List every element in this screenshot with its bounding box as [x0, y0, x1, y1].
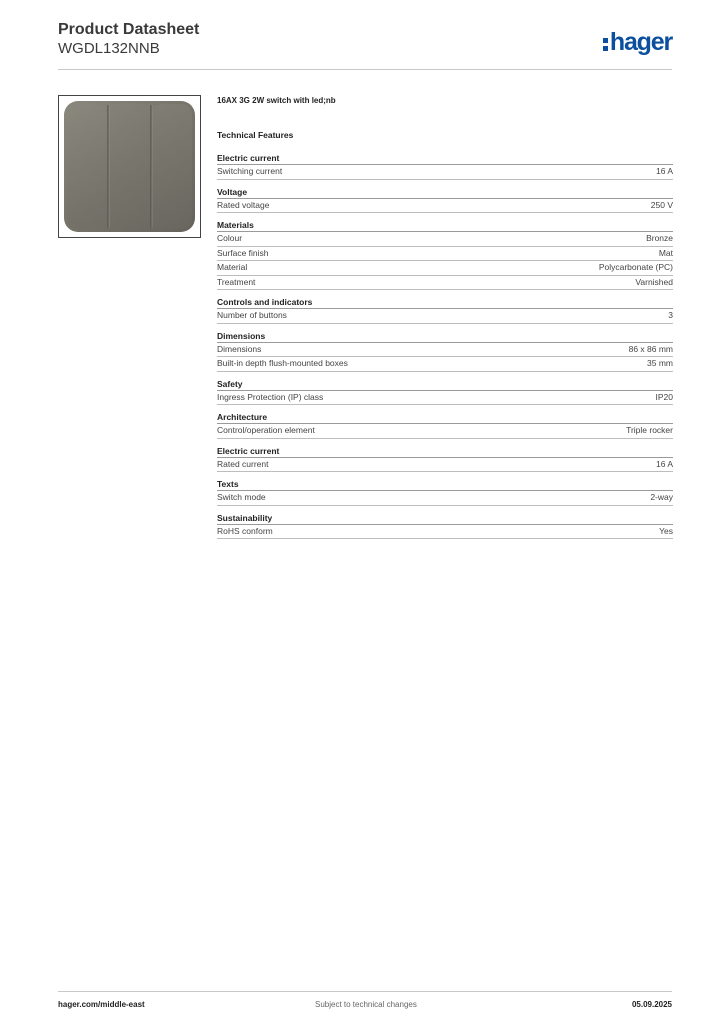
feature-row: [217, 165, 673, 180]
datasheet-content: [217, 96, 673, 546]
page-header: [58, 20, 672, 70]
feature-group: [217, 220, 673, 290]
feature-label: Rated voltage: [217, 199, 270, 210]
feature-group-title: Architecture: [217, 412, 673, 424]
feature-value: 3: [668, 310, 673, 320]
feature-label: Switch mode: [217, 492, 266, 502]
feature-group-title: Controls and indicators: [217, 297, 673, 309]
feature-value: 250 V: [650, 199, 673, 210]
product-image: [58, 95, 201, 238]
feature-group-title: Texts: [217, 479, 673, 491]
footer-website: hager.com/middle-east: [58, 1000, 145, 1009]
footer-notice: Subject to technical changes: [315, 1000, 417, 1009]
feature-group-title: Electric current: [217, 153, 673, 165]
page-footer: [58, 991, 672, 1015]
document-title: Product Datasheet: [58, 21, 200, 38]
feature-value: Triple rocker: [626, 425, 673, 435]
product-name: 16AX 3G 2W switch with led;nb: [217, 96, 336, 105]
feature-groups: [217, 153, 673, 539]
feature-row: [217, 391, 673, 406]
feature-group-title: Materials: [217, 220, 673, 232]
feature-label: Ingress Protection (IP) class: [217, 391, 324, 402]
feature-group: [217, 446, 673, 473]
feature-row: [217, 491, 673, 506]
logo-colon-icon: [603, 32, 609, 52]
feature-value: IP20: [655, 391, 673, 402]
product-code: WGDL132NNB: [58, 40, 160, 57]
feature-group: [217, 379, 673, 406]
feature-value: Bronze: [646, 233, 673, 243]
feature-label: Surface finish: [217, 247, 269, 258]
triple-rocker-switch-icon: [59, 96, 200, 237]
feature-label: Control/operation element: [217, 425, 315, 435]
feature-row: [217, 525, 673, 540]
feature-label: Number of buttons: [217, 310, 287, 320]
feature-label: Switching current: [217, 166, 283, 176]
feature-row: [217, 458, 673, 473]
feature-label: RoHS conform: [217, 525, 273, 536]
feature-group: [217, 412, 673, 439]
technical-features-heading: Technical Features: [217, 130, 294, 140]
feature-value: Mat: [658, 247, 673, 258]
feature-value: 35 mm: [647, 358, 673, 368]
logo-text: hager: [609, 28, 672, 56]
feature-label: Treatment: [217, 276, 256, 287]
feature-group: [217, 153, 673, 180]
feature-value: Varnished: [635, 276, 673, 287]
feature-label: Material: [217, 262, 248, 272]
feature-group-title: Safety: [217, 379, 673, 391]
feature-row: [217, 309, 673, 324]
feature-group: [217, 513, 673, 540]
feature-group-title: Voltage: [217, 187, 673, 199]
feature-group-title: Electric current: [217, 446, 673, 458]
feature-row: [217, 424, 673, 439]
feature-value: 2-way: [650, 492, 673, 502]
feature-row: [217, 261, 673, 276]
feature-value: Polycarbonate (PC): [598, 262, 673, 272]
feature-label: Rated current: [217, 458, 269, 469]
feature-group: [217, 479, 673, 506]
feature-value: Yes: [659, 525, 673, 536]
feature-group: [217, 187, 673, 214]
feature-label: Colour: [217, 233, 243, 243]
feature-row: [217, 199, 673, 214]
feature-row: [217, 343, 673, 358]
feature-group: [217, 331, 673, 372]
feature-group: [217, 297, 673, 324]
feature-row: [217, 232, 673, 247]
hager-logo: [603, 28, 672, 56]
feature-row: [217, 357, 673, 372]
feature-value: 16 A: [655, 166, 673, 176]
feature-value: 16 A: [655, 458, 673, 469]
feature-value: 86 x 86 mm: [628, 343, 673, 354]
feature-row: [217, 247, 673, 262]
feature-group-title: Dimensions: [217, 331, 673, 343]
feature-label: Built-in depth flush-mounted boxes: [217, 358, 348, 368]
footer-date: 05.09.2025: [631, 1000, 672, 1009]
feature-label: Dimensions: [217, 343, 262, 354]
feature-group-title: Sustainability: [217, 513, 673, 525]
feature-row: [217, 276, 673, 291]
